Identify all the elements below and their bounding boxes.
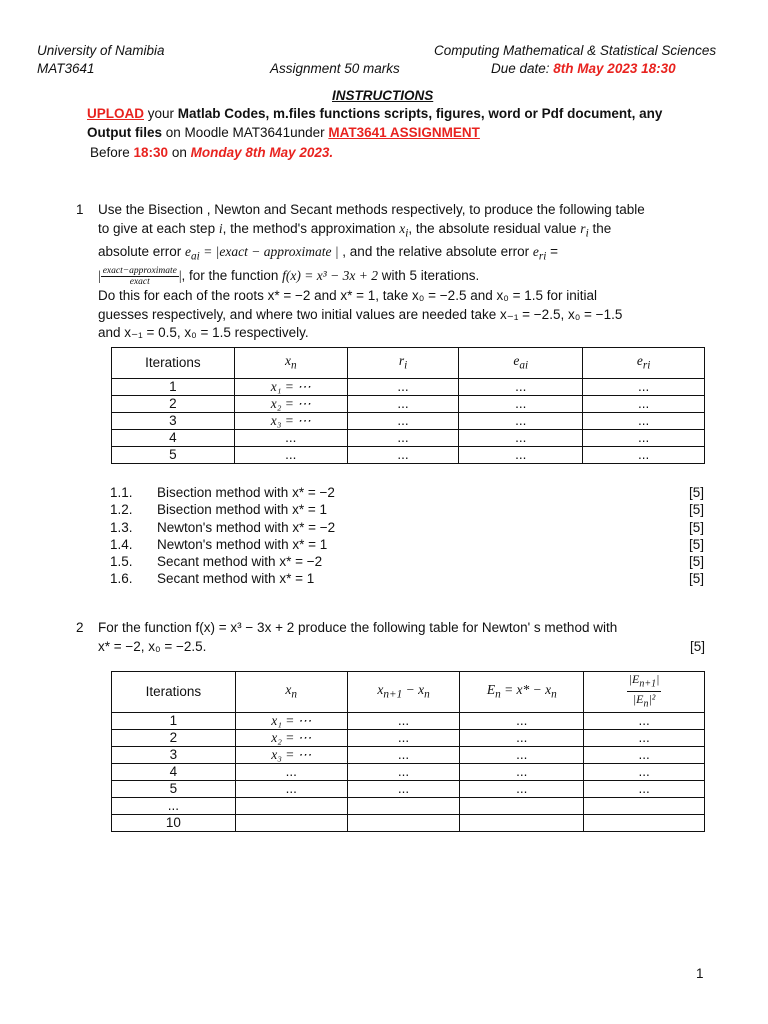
q2-col-xn-diff: $x_{n+1} - x_n$ [347,672,460,713]
instr-on: on [168,145,191,160]
relative-error-fraction: $\frac{\text{exact−approximate}}{\text{exact}}$ [102,266,177,288]
q2-line-2: x* = −2, x₀ = −2.5. [5] [98,638,705,657]
table-row: 1 x₁ = ⋯ ... ... ... [112,379,705,396]
q1-col-ri: $r_i$ [347,348,459,379]
q2-col-xn: $x_n$ [235,672,347,713]
table-row: 4 ... ... ... ... [112,763,705,780]
instr-on-moodle: on Moodle MAT3641under [162,125,329,140]
q2-text [98,619,705,656]
assignment-marks: Assignment 50 marks [270,61,400,76]
q2-mark: [5] [689,638,705,654]
list-item: 1.1. Bisection method with x* = −2 [5] [110,485,704,500]
q1-col-iterations: Iterations [112,348,235,379]
table-row: 5 ... ... ... ... [112,447,705,464]
q1-line-1: Use the Bisection , Newton and Secant methods respectively, to produce the following table [98,202,645,217]
table-row: ... [112,797,705,814]
instr-date: Monday 8th May 2023. [190,145,334,160]
list-item: 1.5. Secant method with x* = −2 [5] [110,554,704,570]
assignment-link[interactable]: MAT3641 ASSIGNMENT [328,125,480,140]
q1-table-header [112,348,705,379]
instructions-title: INSTRUCTIONS [332,88,434,103]
instr-time: 18:30 [133,145,169,160]
table-row: 5 ... ... ... ... [112,780,705,797]
table-row: 3 x₃ = ⋯ ... ... ... [112,746,705,763]
due-date-label: Due date: [491,61,554,76]
q1-col-xn: $x_n$ [234,348,347,379]
department-name: Computing Mathematical & Statistical Sciences [434,43,717,58]
q1-number: 1 [76,202,84,217]
list-item: 1.2. Bisection method with x* = 1 [5] [110,502,704,518]
q2-col-iterations: Iterations [112,672,236,713]
table-row: 1 x₁ = ⋯ ... ... ... [112,712,705,729]
q2-col-error: $E_n = x* - x_n$ [460,672,584,713]
q1-line-3: absolute error $e_{ai}$ = |exact − approximate | , and the relative absolute error $e_{ri}$ = [98,243,559,263]
table-row: 2 x₂ = ⋯ ... ... ... [112,396,705,413]
q1-col-eai: $e_{ai}$ [459,348,583,379]
q1-line-4: | $\frac{\text{exact−approximate}}{\text{exact}}$ |, for the function f(x) = x³ − 3x + 2 with 5 iterations. [98,266,480,288]
list-item: 1.4. Newton's method with x* = 1 [5] [110,536,704,552]
instr-your: your [144,106,178,121]
q1-line-6: guesses respectively, and where two initial values are needed take x₋₁ = −2.5, x₀ = −1.5 [98,306,623,322]
q2-line-1: For the function f(x) = x³ − 3x + 2 produce the following table for Newton' s method with [98,620,618,635]
instr-output-files: Output files [87,125,162,140]
due-date [491,61,676,78]
table-row: 2 x₂ = ⋯ ... ... ... [112,729,705,746]
q2-table-header [112,672,705,713]
q2-number: 2 [76,620,84,635]
upload-label: UPLOAD [87,106,144,121]
instructions-line-2 [87,125,480,142]
instructions-line-1 [87,106,662,123]
table-row: 3 x₃ = ⋯ ... ... ... [112,413,705,430]
table-row: 10 [112,814,705,831]
q2-table [111,671,705,832]
instructions-line-3 [90,145,333,162]
university-name: University of Namibia [37,43,165,58]
course-code: MAT3641 [37,61,95,76]
page-number: 1 [696,966,704,981]
q1-subquestions [110,485,704,589]
instr-files: Matlab Codes, m.files functions scripts, figures, word or Pdf document, any [177,106,663,121]
q2-col-ratio: $\frac{|E_{n+1}|}{|E_n|^2}$ [584,672,705,713]
due-date-value: 8th May 2023 18:30 [553,61,676,76]
list-item: 1.3. Newton's method with x* = −2 [5] [110,519,704,535]
q1-line-7: and x₋₁ = 0.5, x₀ = 1.5 respectively. [98,325,309,341]
q1-table [111,347,705,464]
list-item: 1.6. Secant method with x* = 1 [5] [110,571,704,587]
table-row: 4 ... ... ... ... [112,430,705,447]
q1-col-eri: $e_{ri}$ [583,348,705,379]
q1-line-2: to give at each step i, the method's approximation $x_i$, the absolute residual value $r_i$ the [98,220,612,240]
q1-line-5: Do this for each of the roots x* = −2 and x* = 1, take x₀ = −2.5 and x₀ = 1.5 for initial [98,288,597,304]
q1-text [98,201,705,343]
instr-before: Before [90,145,134,160]
